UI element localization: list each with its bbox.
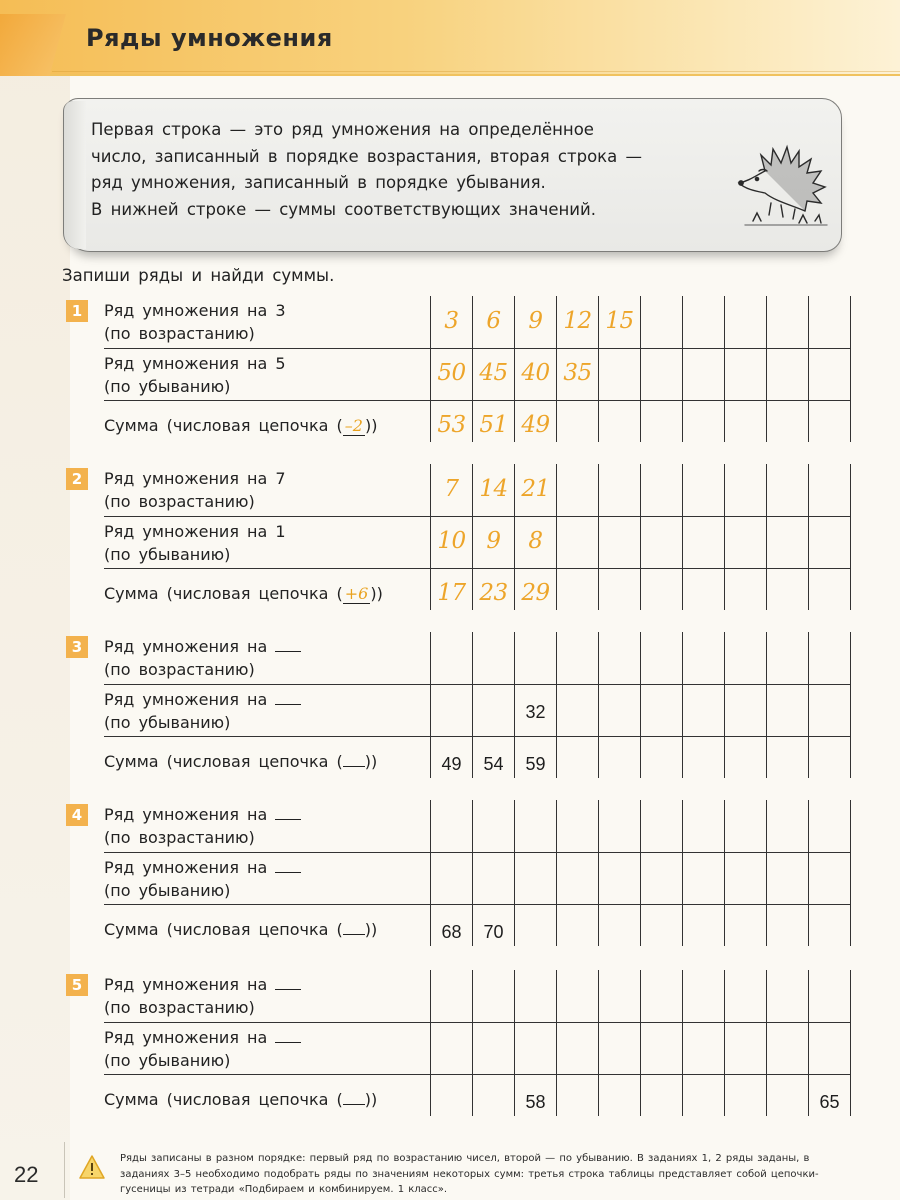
column-line — [430, 970, 431, 1116]
sum-row-label — [104, 414, 377, 437]
row-divider — [104, 736, 850, 737]
column-line — [766, 970, 767, 1116]
column-line — [766, 632, 767, 778]
multiplier-blank[interactable] — [275, 974, 301, 990]
column-line — [808, 800, 809, 946]
sum-row-label — [104, 918, 377, 941]
row-divider — [104, 852, 850, 853]
row1-subtitle: (по возрастанию) — [104, 828, 255, 847]
rule-line: ряд умножения, записанный в порядке убывания. — [91, 173, 546, 192]
rule-line: В нижней строке — суммы соответствующих значений. — [91, 199, 596, 219]
series-cell: 6 — [486, 308, 501, 334]
chain-step-blank[interactable] — [343, 751, 365, 767]
column-line — [724, 800, 725, 946]
column-line — [850, 800, 851, 946]
row2-label — [104, 352, 286, 398]
row2-label — [104, 688, 301, 734]
row1-text: Ряд умножения на — [104, 805, 268, 824]
row1-text: Ряд умножения на 3 — [104, 301, 286, 320]
row-divider — [104, 684, 850, 685]
sum-cell: 58 — [525, 1092, 546, 1112]
column-line — [598, 632, 599, 778]
row2-subtitle: (по убыванию) — [104, 713, 231, 732]
sum-row-label — [104, 1088, 377, 1111]
task-number-badge: 3 — [66, 636, 88, 658]
multiplier-blank[interactable] — [275, 689, 301, 705]
row2-text: Ряд умножения на — [104, 690, 268, 709]
column-line — [682, 296, 683, 442]
rule-scroll — [64, 98, 842, 252]
column-line — [850, 296, 851, 442]
row1-label — [104, 299, 286, 345]
sum-prefix: Сумма (числовая цепочка ( — [104, 920, 343, 939]
row1-text: Ряд умножения на — [104, 637, 268, 656]
column-line — [850, 464, 851, 610]
row2-label — [104, 856, 301, 902]
row1-label — [104, 467, 286, 513]
column-line — [472, 970, 473, 1116]
column-line — [724, 296, 725, 442]
sum-cell: 68 — [441, 922, 462, 942]
column-line — [598, 464, 599, 610]
task-1 — [66, 296, 850, 444]
row-divider — [104, 400, 850, 401]
row1-subtitle: (по возрастанию) — [104, 492, 255, 511]
sum-suffix: )) — [370, 584, 383, 603]
multiplier-blank[interactable] — [275, 636, 301, 652]
column-line — [598, 800, 599, 946]
column-line — [640, 800, 641, 946]
row-divider — [104, 1074, 850, 1075]
page-margin — [0, 0, 70, 1200]
chain-step: +6 — [344, 584, 369, 603]
column-line — [682, 464, 683, 610]
sum-suffix: )) — [364, 1090, 378, 1109]
column-line — [640, 464, 641, 610]
task-number-badge: 2 — [66, 468, 88, 490]
task-2 — [66, 464, 850, 612]
column-line — [640, 632, 641, 778]
column-line — [556, 800, 557, 946]
column-line — [682, 632, 683, 778]
row2-text: Ряд умножения на — [104, 858, 268, 877]
series-cell: 40 — [521, 360, 550, 386]
rule-line: число, записанный в порядке возрастания, вторая строка — — [91, 146, 643, 166]
sum-row-label — [104, 750, 377, 773]
column-line — [724, 632, 725, 778]
sum-prefix: Сумма (числовая цепочка ( — [104, 416, 343, 435]
multiplier-blank[interactable] — [275, 1027, 301, 1043]
sum-row-label — [104, 582, 383, 605]
row1-text: Ряд умножения на — [104, 975, 268, 994]
series-cell: 8 — [528, 528, 543, 554]
row2-text: Ряд умножения на 1 — [104, 522, 286, 541]
rule-line: Первая строка — это ряд умножения на определённое — [91, 120, 594, 139]
sum-cell: 23 — [479, 580, 508, 606]
row1-subtitle: (по возрастанию) — [104, 660, 255, 679]
sum-prefix: Сумма (числовая цепочка ( — [104, 584, 343, 603]
sum-cell: 29 — [521, 580, 550, 606]
task-3 — [66, 632, 850, 780]
series-cell: 12 — [563, 308, 592, 334]
column-line — [766, 464, 767, 610]
series-cell: 10 — [437, 528, 466, 554]
column-line — [682, 970, 683, 1116]
warning-icon — [78, 1154, 106, 1180]
header-band — [0, 0, 900, 76]
sum-suffix: )) — [364, 920, 378, 939]
teacher-note: Ряды записаны в разном порядке: первый ряд по возрастанию чисел, второй — по убыванию. В заданиях 1, 2 ряды заданы, в заданиях 3–5 необходимо подобрать ряды по значениям некоторых сумм: третья строка таблицы представляет собой цепочки-гусеницы из тетради «Подбираем и комбинируем. 1 класс». — [120, 1153, 819, 1195]
sum-suffix: )) — [364, 752, 378, 771]
row2-subtitle: (по убыванию) — [104, 377, 231, 396]
row2-subtitle: (по убыванию) — [104, 545, 231, 564]
column-line — [850, 632, 851, 778]
header-mark — [0, 14, 66, 76]
sum-prefix: Сумма (числовая цепочка ( — [104, 1090, 343, 1109]
task-5 — [66, 970, 850, 1118]
multiplier-blank[interactable] — [275, 857, 301, 873]
series-cell: 3 — [444, 308, 459, 334]
row-divider — [104, 1022, 850, 1023]
sum-cell: 59 — [525, 754, 546, 774]
sum-cell: 49 — [441, 754, 462, 774]
row-divider — [104, 904, 850, 905]
chain-step-blank[interactable] — [343, 1089, 365, 1105]
column-line — [766, 296, 767, 442]
column-line — [808, 464, 809, 610]
row-divider — [104, 348, 850, 349]
page-title: Ряды умножения — [86, 24, 333, 52]
row2-label — [104, 520, 286, 566]
row2-text: Ряд умножения на 5 — [104, 354, 286, 373]
sum-cell: 49 — [521, 412, 550, 438]
sum-prefix: Сумма (числовая цепочка ( — [104, 752, 343, 771]
row2-subtitle: (по убыванию) — [104, 1051, 231, 1070]
row1-label — [104, 635, 301, 681]
sum-cell: 17 — [437, 580, 466, 606]
sum-cell: 53 — [437, 412, 466, 438]
row1-label — [104, 973, 301, 1019]
column-line — [640, 970, 641, 1116]
row2-subtitle: (по убыванию) — [104, 881, 231, 900]
page-number: 22 — [14, 1162, 39, 1187]
column-line — [682, 800, 683, 946]
task-instruction: Запиши ряды и найди суммы. — [62, 266, 335, 285]
task-number-badge: 1 — [66, 300, 88, 322]
row-divider — [104, 516, 850, 517]
sum-cell: 70 — [483, 922, 504, 942]
row1-text: Ряд умножения на 7 — [104, 469, 286, 488]
column-line — [808, 296, 809, 442]
column-line — [808, 632, 809, 778]
series-cell: 9 — [486, 528, 501, 554]
series-cell: 32 — [525, 702, 546, 722]
task-number-badge: 5 — [66, 974, 88, 996]
task-number-badge: 4 — [66, 804, 88, 826]
series-cell: 35 — [563, 360, 592, 386]
row1-label — [104, 803, 301, 849]
series-cell: 14 — [479, 476, 508, 502]
sum-suffix: )) — [364, 416, 378, 435]
sum-cell: 51 — [479, 412, 508, 438]
series-cell: 15 — [605, 308, 634, 334]
hedgehog-icon — [735, 141, 835, 229]
column-line — [766, 800, 767, 946]
chain-step: –2 — [344, 416, 363, 435]
row1-subtitle: (по возрастанию) — [104, 998, 255, 1017]
series-cell: 45 — [479, 360, 508, 386]
column-line — [724, 464, 725, 610]
series-cell: 9 — [528, 308, 543, 334]
multiplier-blank[interactable] — [275, 804, 301, 820]
column-line — [598, 970, 599, 1116]
row2-text: Ряд умножения на — [104, 1028, 268, 1047]
row-divider — [104, 568, 850, 569]
series-cell: 7 — [444, 476, 459, 502]
sum-cell: 65 — [819, 1092, 840, 1112]
series-cell: 50 — [437, 360, 466, 386]
column-line — [724, 970, 725, 1116]
row2-label — [104, 1026, 301, 1072]
footer-divider — [64, 1142, 65, 1198]
series-cell: 21 — [521, 476, 550, 502]
chain-step-blank[interactable] — [343, 919, 365, 935]
row1-subtitle: (по возрастанию) — [104, 324, 255, 343]
sum-cell: 54 — [483, 754, 504, 774]
task-4 — [66, 800, 850, 948]
rule-text — [91, 117, 731, 223]
